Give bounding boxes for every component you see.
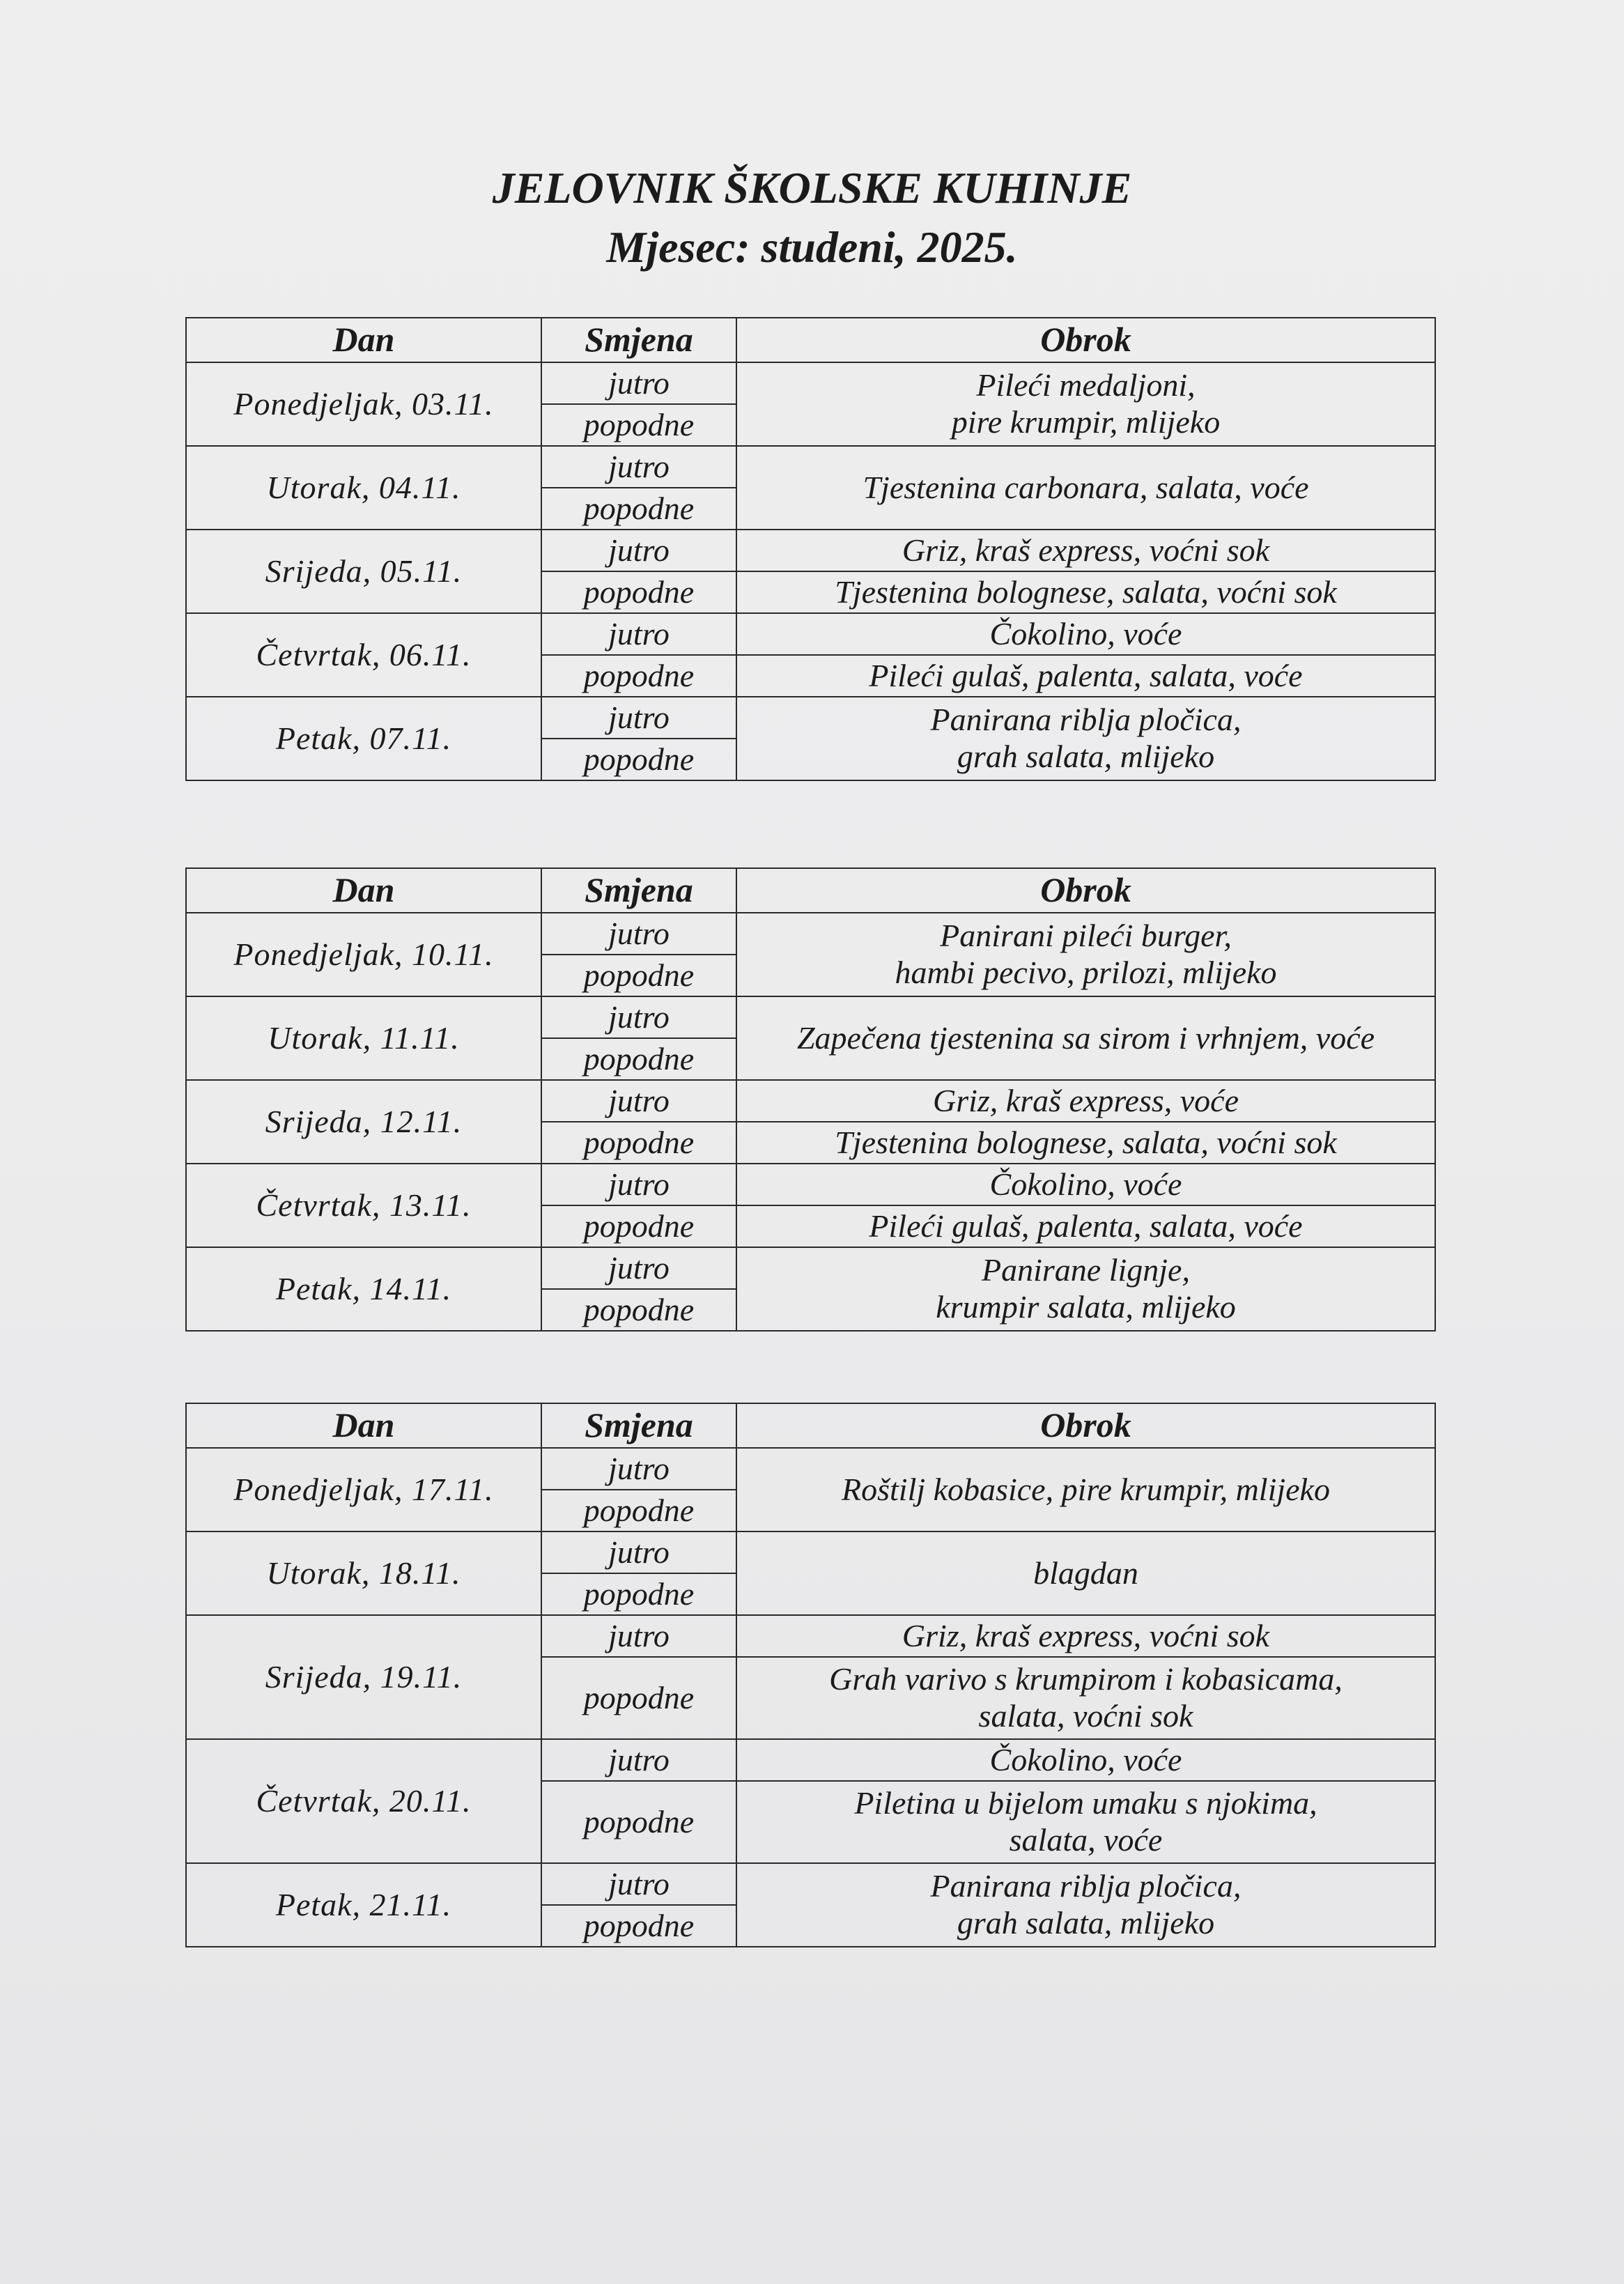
day-cell: Petak, 21.11. xyxy=(186,1863,541,1947)
meal-cell: Čokolino, voće xyxy=(736,1739,1435,1781)
meal-cell: Čokolino, voće xyxy=(736,613,1435,655)
header-shift: Smjena xyxy=(541,1403,736,1448)
shift-cell: jutro xyxy=(541,1863,736,1905)
header-meal: Obrok xyxy=(736,868,1435,913)
page-title: JELOVNIK ŠKOLSKE KUHINJE xyxy=(492,163,1132,213)
day-cell: Četvrtak, 20.11. xyxy=(186,1739,541,1863)
table-header-row xyxy=(186,318,1435,362)
meal-line: hambi pecivo, prilozi, mlijeko xyxy=(895,955,1277,990)
day-cell: Srijeda, 05.11. xyxy=(186,530,541,613)
meal-cell: Tjestenina bolognese, salata, voćni sok xyxy=(736,571,1435,613)
meal-cell: Griz, kraš express, voće xyxy=(736,1080,1435,1122)
shift-cell: jutro xyxy=(541,1531,736,1573)
table-header-row xyxy=(186,1403,1435,1448)
table-row xyxy=(186,1739,1435,1781)
meal-line: Piletina u bijelom umaku s njokima, xyxy=(854,1785,1317,1821)
table-row xyxy=(186,1615,1435,1657)
shift-cell: popodne xyxy=(541,1289,736,1331)
meal-cell: blagdan xyxy=(736,1531,1435,1615)
day-cell: Srijeda, 19.11. xyxy=(186,1615,541,1739)
header-day: Dan xyxy=(186,868,541,913)
header-shift: Smjena xyxy=(541,868,736,913)
meal-cell xyxy=(736,1657,1435,1739)
shift-cell: jutro xyxy=(541,1739,736,1781)
page-subtitle: Mjesec: studeni, 2025. xyxy=(606,222,1018,272)
meal-line: Panirani pileći burger, xyxy=(940,918,1232,954)
meal-cell xyxy=(736,1781,1435,1863)
header-meal: Obrok xyxy=(736,1403,1435,1448)
shift-cell: popodne xyxy=(541,571,736,613)
meal-line: salata, voće xyxy=(1009,1822,1163,1858)
meal-line: Panirana riblja pločica, xyxy=(930,1868,1242,1904)
day-cell: Petak, 07.11. xyxy=(186,697,541,780)
menu-table-week-3 xyxy=(185,1403,1436,1947)
day-cell: Ponedjeljak, 03.11. xyxy=(186,362,541,446)
shift-cell: jutro xyxy=(541,1164,736,1205)
shift-cell: jutro xyxy=(541,1080,736,1122)
meal-cell xyxy=(736,1247,1435,1331)
day-cell: Četvrtak, 13.11. xyxy=(186,1164,541,1247)
header-day: Dan xyxy=(186,318,541,362)
day-cell: Utorak, 04.11. xyxy=(186,446,541,530)
shift-cell: jutro xyxy=(541,362,736,404)
shift-cell: jutro xyxy=(541,697,736,739)
header-shift: Smjena xyxy=(541,318,736,362)
menu-table-week-1 xyxy=(185,317,1436,781)
meal-line: grah salata, mlijeko xyxy=(957,739,1215,774)
table-row xyxy=(186,362,1435,404)
shift-cell: popodne xyxy=(541,655,736,697)
day-cell: Utorak, 18.11. xyxy=(186,1531,541,1615)
table-row xyxy=(186,996,1435,1038)
meal-cell xyxy=(736,913,1435,996)
table-row xyxy=(186,913,1435,955)
shift-cell: popodne xyxy=(541,1573,736,1615)
table-row xyxy=(186,446,1435,488)
shift-cell: popodne xyxy=(541,1781,736,1863)
shift-cell: popodne xyxy=(541,404,736,446)
meal-line: grah salata, mlijeko xyxy=(957,1905,1215,1940)
day-cell: Ponedjeljak, 10.11. xyxy=(186,913,541,996)
table-row xyxy=(186,613,1435,655)
shift-cell: jutro xyxy=(541,1247,736,1289)
table-row xyxy=(186,697,1435,739)
meal-cell: Tjestenina bolognese, salata, voćni sok xyxy=(736,1122,1435,1164)
table-row xyxy=(186,530,1435,571)
shift-cell: popodne xyxy=(541,488,736,530)
table-row xyxy=(186,1164,1435,1205)
header-day: Dan xyxy=(186,1403,541,1448)
meal-cell xyxy=(736,362,1435,446)
shift-cell: jutro xyxy=(541,1448,736,1490)
shift-cell: popodne xyxy=(541,1122,736,1164)
meal-cell: Roštilj kobasice, pire krumpir, mlijeko xyxy=(736,1448,1435,1531)
meal-cell: Tjestenina carbonara, salata, voće xyxy=(736,446,1435,530)
day-cell: Ponedjeljak, 17.11. xyxy=(186,1448,541,1531)
day-cell: Srijeda, 12.11. xyxy=(186,1080,541,1164)
shift-cell: popodne xyxy=(541,955,736,996)
day-cell: Četvrtak, 06.11. xyxy=(186,613,541,697)
shift-cell: jutro xyxy=(541,446,736,488)
table-row xyxy=(186,1531,1435,1573)
meal-line: krumpir salata, mlijeko xyxy=(936,1289,1236,1325)
shift-cell: jutro xyxy=(541,530,736,571)
meal-line: Grah varivo s krumpirom i kobasicama, xyxy=(829,1661,1343,1697)
meal-line: Pileći medaljoni, xyxy=(976,367,1196,403)
meal-cell: Pileći gulaš, palenta, salata, voće xyxy=(736,655,1435,697)
meal-line: Panirane lignje, xyxy=(982,1252,1190,1288)
shift-cell: popodne xyxy=(541,1905,736,1947)
meal-cell xyxy=(736,1863,1435,1947)
meal-line: salata, voćni sok xyxy=(978,1698,1193,1734)
day-cell: Petak, 14.11. xyxy=(186,1247,541,1331)
shift-cell: jutro xyxy=(541,996,736,1038)
meal-cell xyxy=(736,697,1435,780)
meal-cell: Čokolino, voće xyxy=(736,1164,1435,1205)
meal-line: pire krumpir, mlijeko xyxy=(951,404,1221,440)
menu-table-week-2 xyxy=(185,867,1436,1332)
shift-cell: popodne xyxy=(541,1490,736,1531)
header-meal: Obrok xyxy=(736,318,1435,362)
table-row xyxy=(186,1448,1435,1490)
shift-cell: popodne xyxy=(541,1657,736,1739)
table-header-row xyxy=(186,868,1435,913)
shift-cell: jutro xyxy=(541,913,736,955)
day-cell: Utorak, 11.11. xyxy=(186,996,541,1080)
table-row xyxy=(186,1247,1435,1289)
table-row xyxy=(186,1863,1435,1905)
meal-cell: Zapečena tjestenina sa sirom i vrhnjem, voće xyxy=(736,996,1435,1080)
shift-cell: jutro xyxy=(541,1615,736,1657)
shift-cell: popodne xyxy=(541,1038,736,1080)
shift-cell: popodne xyxy=(541,1205,736,1247)
meal-line: Panirana riblja pločica, xyxy=(930,702,1242,738)
meal-cell: Pileći gulaš, palenta, salata, voće xyxy=(736,1205,1435,1247)
meal-cell: Griz, kraš express, voćni sok xyxy=(736,530,1435,571)
meal-cell: Griz, kraš express, voćni sok xyxy=(736,1615,1435,1657)
shift-cell: popodne xyxy=(541,739,736,780)
table-row xyxy=(186,1080,1435,1122)
shift-cell: jutro xyxy=(541,613,736,655)
